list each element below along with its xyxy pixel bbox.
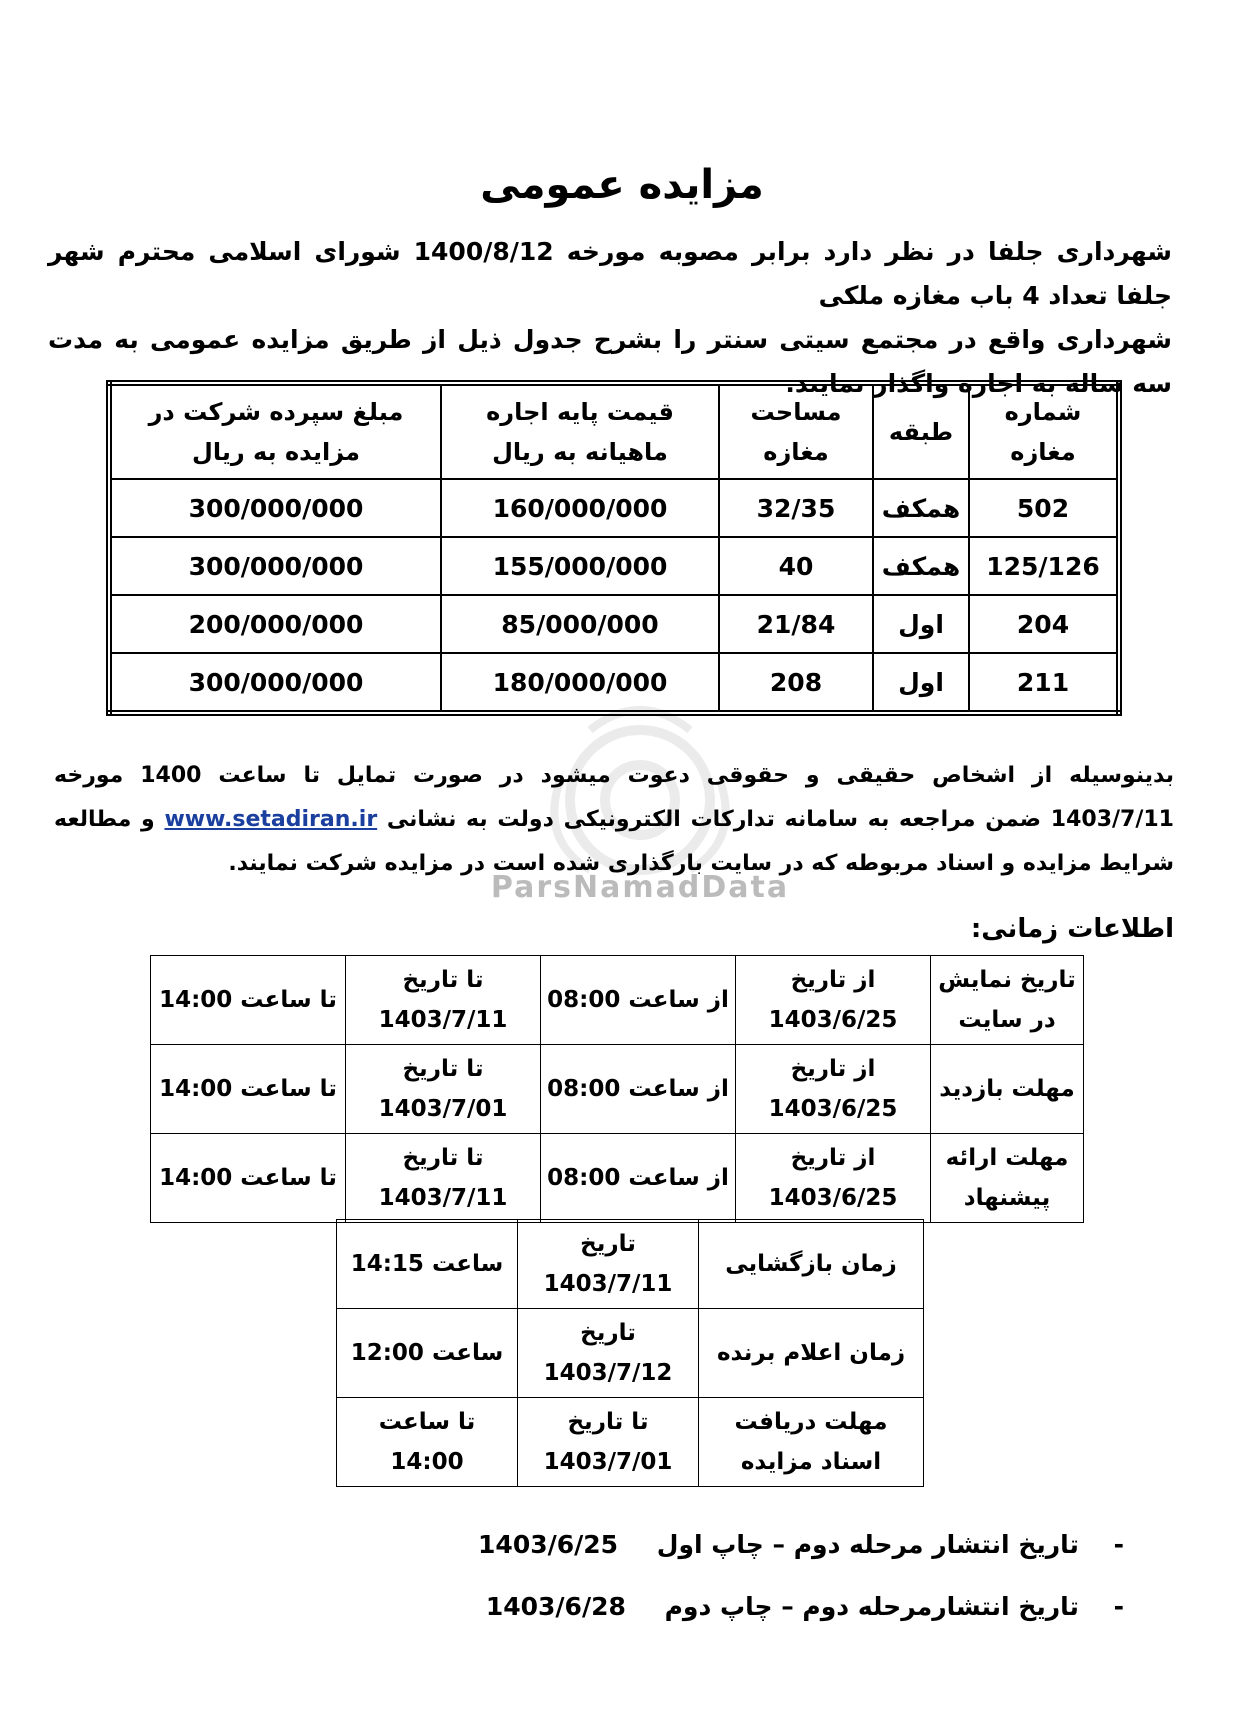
cell-shop-number: 211 xyxy=(969,653,1119,713)
header-shop-number: شماره مغازه xyxy=(969,383,1119,479)
header-floor: طبقه xyxy=(873,383,969,479)
cell-label: زمان بازگشایی xyxy=(699,1220,924,1309)
publication-line xyxy=(478,1530,1124,1559)
publication-date: 1403/6/25 xyxy=(478,1530,619,1559)
table-row xyxy=(151,1045,1084,1134)
table-row xyxy=(337,1309,924,1398)
cell-area: 32/35 xyxy=(719,479,873,537)
schedule-table xyxy=(150,955,1084,1223)
cell-floor: همکف xyxy=(873,479,969,537)
publication-label: تاریخ انتشارمرحله دوم – چاپ دوم xyxy=(664,1592,1079,1621)
header-rent: قیمت پایه اجاره ماهیانه به ریال xyxy=(441,383,719,479)
setadiran-link[interactable]: www.setadiran.ir xyxy=(164,807,378,832)
table-row xyxy=(337,1398,924,1487)
table-row xyxy=(109,479,1119,537)
cell-to-time: تا ساعت 14:00 xyxy=(151,1045,346,1134)
cell-deposit: 200/000/000 xyxy=(109,595,441,653)
table-row xyxy=(109,653,1119,713)
cell-to-time: تا ساعت 14:00 xyxy=(151,1134,346,1223)
cell-area: 21/84 xyxy=(719,595,873,653)
cell-area: 208 xyxy=(719,653,873,713)
page-title: مزایده عمومی xyxy=(480,162,764,208)
cell-to-date: تا تاریخ 1403/7/11 xyxy=(346,956,541,1045)
cell-deposit: 300/000/000 xyxy=(109,537,441,595)
header-deposit: مبلغ سپرده شرکت در مزایده به ریال xyxy=(109,383,441,479)
cell-floor: اول xyxy=(873,595,969,653)
table-header-row xyxy=(109,383,1119,479)
cell-time: تا ساعت 14:00 xyxy=(337,1398,518,1487)
table-row xyxy=(151,956,1084,1045)
publication-label: تاریخ انتشار مرحله دوم – چاپ اول xyxy=(656,1530,1079,1559)
notice-text: و مطالعه شرایط مزایده و اسناد مربوطه که در سایت بارگذاری شده است در مزایده شرکت نمایند. xyxy=(54,807,1174,876)
notice-paragraph xyxy=(54,754,1174,886)
cell-label: مهلت ارائه پیشنهاد xyxy=(931,1134,1084,1223)
cell-rent: 155/000/000 xyxy=(441,537,719,595)
publication-date: 1403/6/28 xyxy=(485,1592,626,1621)
cell-label: مهلت دریافت اسناد مزایده xyxy=(699,1398,924,1487)
intro-line: شهرداری جلفا در نظر دارد برابر مصوبه مورخه 1400/8/12 شورای اسلامی محترم شهر جلفا تعداد 4 باب مغازه ملکی xyxy=(48,237,1173,310)
cell-label: زمان اعلام برنده xyxy=(699,1309,924,1398)
watermark-brand: ParsNamadData xyxy=(490,870,790,905)
intro-line: شهرداری واقع در مجتمع سیتی سنتر را بشرح جدول ذیل از طریق مزایده عمومی به مدت سه ساله به اجاره واگذار نمایند. xyxy=(48,325,1172,398)
table-row xyxy=(109,537,1119,595)
cell-to-date: تا تاریخ 1403/7/01 xyxy=(346,1045,541,1134)
schedule-table-secondary xyxy=(336,1219,924,1487)
cell-rent: 180/000/000 xyxy=(441,653,719,713)
cell-from-time: از ساعت 08:00 xyxy=(541,956,736,1045)
cell-from-date: از تاریخ 1403/6/25 xyxy=(736,1134,931,1223)
cell-to-date: تا تاریخ 1403/7/11 xyxy=(346,1134,541,1223)
cell-shop-number: 125/126 xyxy=(969,537,1119,595)
schedule-title: اطلاعات زمانی: xyxy=(970,914,1174,944)
cell-date: تاریخ 1403/7/12 xyxy=(518,1309,699,1398)
cell-to-time: تا ساعت 14:00 xyxy=(151,956,346,1045)
cell-date: تا تاریخ 1403/7/01 xyxy=(518,1398,699,1487)
cell-from-date: از تاریخ 1403/6/25 xyxy=(736,1045,931,1134)
cell-floor: همکف xyxy=(873,537,969,595)
cell-time: ساعت 12:00 xyxy=(337,1309,518,1398)
cell-floor: اول xyxy=(873,653,969,713)
cell-shop-number: 502 xyxy=(969,479,1119,537)
cell-label: تاریخ نمایش در سایت xyxy=(931,956,1084,1045)
cell-from-time: از ساعت 08:00 xyxy=(541,1134,736,1223)
cell-deposit: 300/000/000 xyxy=(109,653,441,713)
table-row xyxy=(151,1134,1084,1223)
cell-time: ساعت 14:15 xyxy=(337,1220,518,1309)
list-bullet: - xyxy=(1113,1592,1124,1621)
cell-from-time: از ساعت 08:00 xyxy=(541,1045,736,1134)
notice-text: بدینوسیله از اشخاص حقیقی و حقوقی دعوت میشود در صورت تمایل تا ساعت 1400 مورخه 1403/7/11 ضمن مراجعه به سامانه تدارکات الکترونیکی دولت به نشانی xyxy=(54,763,1175,832)
list-bullet: - xyxy=(1113,1530,1124,1559)
cell-shop-number: 204 xyxy=(969,595,1119,653)
cell-rent: 85/000/000 xyxy=(441,595,719,653)
table-row xyxy=(109,595,1119,653)
cell-label: مهلت بازدید xyxy=(931,1045,1084,1134)
shops-table xyxy=(106,380,1122,716)
publication-line xyxy=(486,1592,1124,1621)
cell-date: تاریخ 1403/7/11 xyxy=(518,1220,699,1309)
table-row xyxy=(337,1220,924,1309)
cell-area: 40 xyxy=(719,537,873,595)
cell-deposit: 300/000/000 xyxy=(109,479,441,537)
cell-rent: 160/000/000 xyxy=(441,479,719,537)
header-area: مساحت مغازه xyxy=(719,383,873,479)
cell-from-date: از تاریخ 1403/6/25 xyxy=(736,956,931,1045)
